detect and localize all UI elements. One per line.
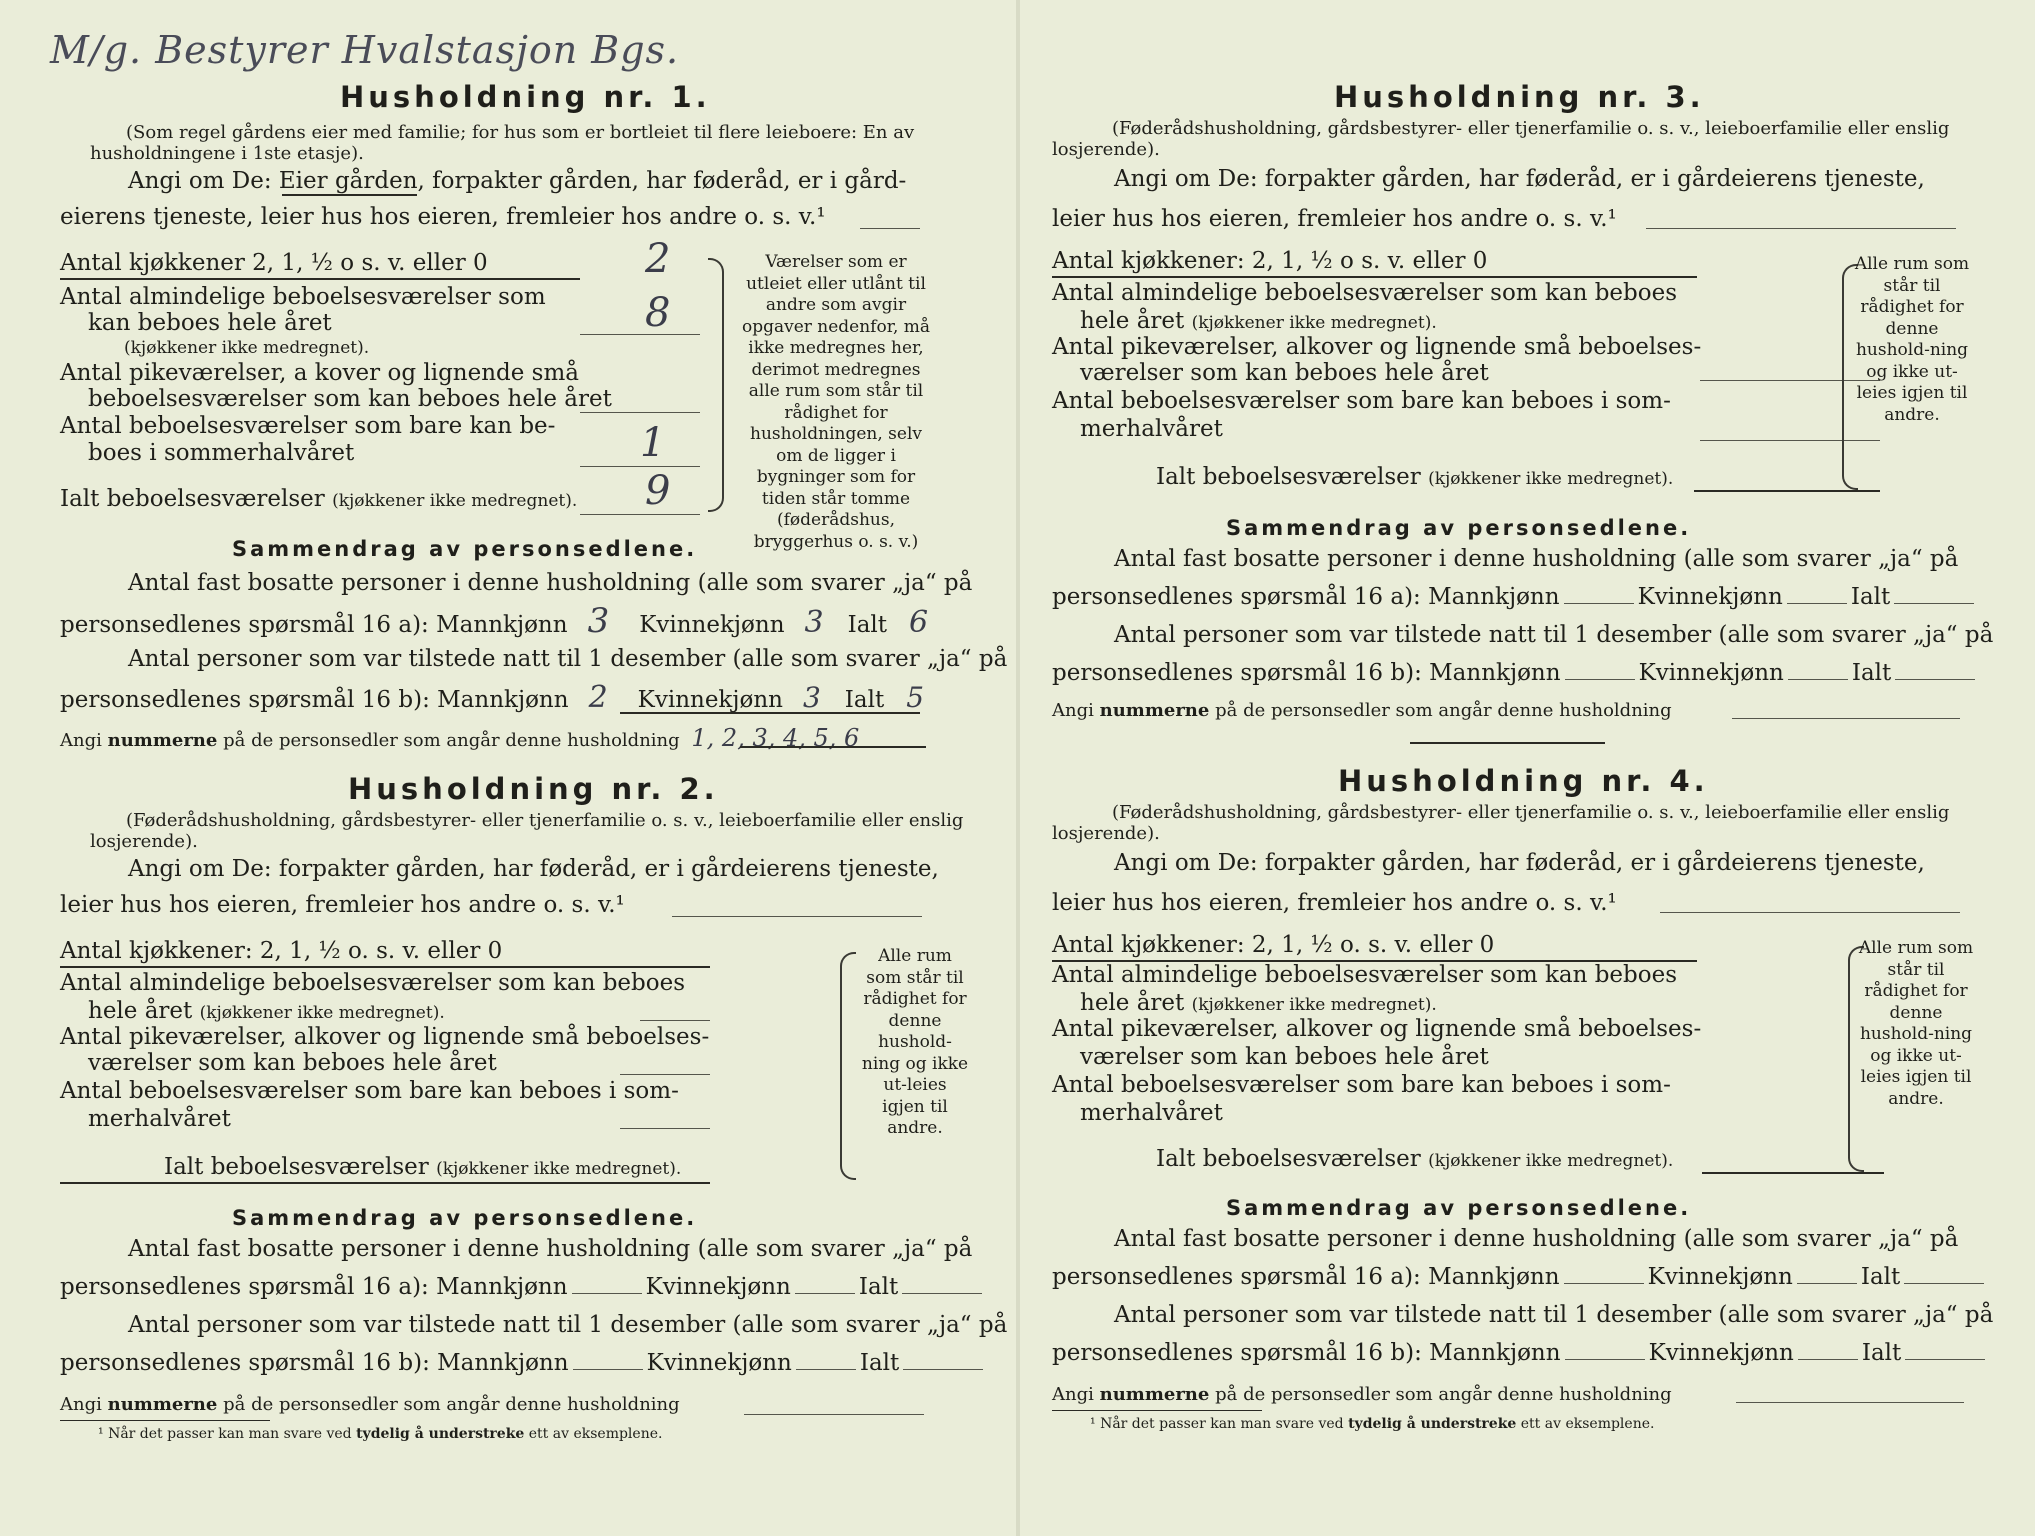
h2-side-note: Alle rum som står til rådighet for denne hushold-ning og ikke ut-leies igjen til andre. [861,946,969,1138]
handwritten-header: M/g. Bestyrer Hvalstasjon Bgs. [50,28,680,72]
h1-eier-underline [282,194,417,196]
h4-nummer-line-blank [1736,1402,1964,1403]
h2-pike-label1: Antal pikeværelser, alkover og lignende små beboelses- [60,1024,710,1050]
h1-alm-label1: Antal almindelige beboelsesværelser som [60,284,546,310]
h3-somm-label1: Antal beboelsesværelser som bare kan beboes i som- [1052,388,1671,414]
h3-sum-line3: Antal personer som var tilstede natt til 1 desember (alle som svarer „ja“ på [1114,622,1994,648]
h1-pike-label1: Antal pikeværelser, a kover og lignende små [60,360,579,386]
h1-alm-line [580,334,700,335]
h4-note: (Føderådshusholdning, gårdsbestyrer- eller tjenerfamilie o. s. v., leieboerfamilie eller enslig losjerende). [1052,802,1950,844]
h4-sum-line1: Antal fast bosatte personer i denne husholdning (alle som svarer „ja“ på [1114,1226,1959,1252]
h1-side-note: Værelser som er utleiet eller utlånt til andre som avgir opgaver nedenfor, må ikke medregnes her, derimot medregnes alle rum som står til rådighet for husholdningen, selv om de ligger i bygninger som for tiden står tomme (føderådshus, bryggerhus o. s. v.) [741,252,931,552]
h4-summary-title: Sammendrag av personsedlene. [1226,1196,1692,1220]
h2-summary-title: Sammendrag av personsedlene. [232,1206,698,1230]
h1-alm-label3: (kjøkkener ikke medregnet). [124,338,370,358]
h4-ialt-label: Ialt beboelsesværelser (kjøkkener ikke medregnet). [1156,1146,1674,1172]
h3-side-note: Alle rum som står til rådighet for denne hushold-ning og ikke ut-leies igjen til andre. [1854,254,1970,425]
h2-alm-line [640,1020,710,1021]
h3-sum-line4: personsedlenes spørsmål 16 b): Mannkjønn Kvinnekjønn Ialt [1052,660,1975,687]
h2-nummer-line-blank [744,1414,924,1415]
h2-sum-line2: personsedlenes spørsmål 16 a): Mannkjønn Kvinnekjønn Ialt [60,1274,982,1301]
h4-footnote-rule [1052,1410,1262,1411]
h3-somm-label2: merhalvåret [1080,416,1223,442]
h4-pike-label1: Antal pikeværelser, alkover og lignende små beboelses- [1052,1016,1702,1042]
h1-angi-line1: Angi om De: Eier gården, forpakter gården, har føderåd, er i gård- [128,168,907,194]
page-fold [1016,0,1020,1536]
h3-ialt-label: Ialt beboelsesværelser (kjøkkener ikke medregnet). [1156,464,1674,490]
h2-somm-line [620,1128,710,1129]
h2-angi-line2: leier hus hos eieren, fremleier hos andre o. s. v.¹ [60,892,625,918]
h4-side-note: Alle rum som står til rådighet for denne hushold-ning og ikke ut-leies igjen til andre. [1858,938,1974,1109]
h3-kjokken-label: Antal kjøkkener: 2, 1, ½ o s. v. eller 0 [1052,248,1488,274]
h4-angi-line2: leier hus hos eieren, fremleier hos andre o. s. v.¹ [1052,890,1617,916]
h2-note: (Føderådshusholdning, gårdsbestyrer- eller tjenerfamilie o. s. v., leieboerfamilie eller enslig losjerende). [90,810,964,852]
h4-pike-label2: værelser som kan beboes hele året [1080,1044,1489,1070]
h4-sum-line2: personsedlenes spørsmål 16 a): Mannkjønn Kvinnekjønn Ialt [1052,1264,1984,1291]
h3-sum-line2: personsedlenes spørsmål 16 a): Mannkjønn Kvinnekjønn Ialt [1052,584,1974,611]
h1-kjokken-label: Antal kjøkkener 2, 1, ½ o s. v. eller 0 [60,250,488,276]
h1-somm-label1: Antal beboelsesværelser som bare kan be- [60,413,556,439]
h3-nummer-line-blank [1732,718,1960,719]
h3-angi-line2: leier hus hos eieren, fremleier hos andre o. s. v.¹ [1052,206,1617,232]
h4-footnote: ¹ Når det passer kan man svare ved tydelig å understreke ett av eksemplene. [1090,1416,1655,1432]
h4-kjokken-label: Antal kjøkkener: 2, 1, ½ o. s. v. eller 0 [1052,932,1495,958]
h4-angi-line1: Angi om De: forpakter gården, har føderåd, er i gårdeierens tjeneste, [1114,850,1925,876]
h2-somm-label1: Antal beboelsesværelser som bare kan beboes i som- [60,1078,679,1104]
h1-kjokken-value: 2 [645,236,671,282]
h1-ialt-label: Ialt beboelsesværelser (kjøkkener ikke medregnet). [60,486,578,512]
h1-kjokken-underline [60,278,580,280]
h1-somm-label2: boes i sommerhalvåret [88,440,355,466]
h2-ialt-label: Ialt beboelsesværelser (kjøkkener ikke medregnet). [164,1154,682,1180]
h2-somm-label2: merhalvåret [88,1106,231,1132]
h2-sum-line1: Antal fast bosatte personer i denne husholdning (alle som svarer „ja“ på [128,1236,973,1262]
h3-alm-label2: hele året (kjøkkener ikke medregnet). [1080,308,1437,334]
h3-h4-separator [1410,742,1605,744]
h2-title: Husholdning nr. 2. [348,772,719,806]
left-column [50,0,1008,1536]
h3-angi-line1: Angi om De: forpakter gården, har føderåd, er i gårdeierens tjeneste, [1114,166,1925,192]
h1-pike-label2: beboelsesværelser som kan beboes hele året [88,386,612,412]
right-column [1052,0,1992,1536]
h3-alm-label1: Antal almindelige beboelsesværelser som kan beboes [1052,280,1678,306]
h4-sum-line4: personsedlenes spørsmål 16 b): Mannkjønn Kvinnekjønn Ialt [1052,1340,1985,1367]
h1-title: Husholdning nr. 1. [340,80,711,114]
h3-title: Husholdning nr. 3. [1334,80,1705,114]
h2-sum-line4: personsedlenes spørsmål 16 b): Mannkjønn Kvinnekjønn Ialt [60,1350,983,1377]
h2-angi-answer-line [672,916,922,917]
h1-angi-line2: eierens tjeneste, leier hus hos eieren, fremleier hos andre o. s. v.¹ [60,204,826,230]
h4-alm-label1: Antal almindelige beboelsesværelser som kan beboes [1052,962,1678,988]
h1-angi-answer-line [860,228,920,229]
h1-sum-underline [620,712,920,714]
h3-sum-line1: Antal fast bosatte personer i denne husholdning (alle som svarer „ja“ på [1114,546,1959,572]
h2-footnote-rule [60,1420,270,1421]
h4-sum-line3: Antal personer som var tilstede natt til 1 desember (alle som svarer „ja“ på [1114,1302,1994,1328]
h4-somm-label2: merhalvåret [1080,1100,1223,1126]
h1-pike-line [580,412,700,413]
h1-sum-line2: personsedlenes spørsmål 16 a): Mannkjønn 3 Kvinnekjønn 3 Ialt 6 [60,601,929,641]
h2-footnote: ¹ Når det passer kan man svare ved tydelig å understreke ett av eksemplene. [98,1426,663,1442]
h2-pike-line [620,1074,710,1075]
h2-ialt-underline [60,1182,710,1184]
h4-somm-label1: Antal beboelsesværelser som bare kan beboes i som- [1052,1072,1671,1098]
h1-nummer-line: Angi nummerne på de personsedler som angår denne husholdning 1, 2, 3, 4, 5, 6 [60,724,860,752]
h1-somm-line [580,466,700,467]
h3-pike-label2: værelser som kan beboes hele året [1080,360,1489,386]
h2-sum-line3: Antal personer som var tilstede natt til 1 desember (alle som svarer „ja“ på [128,1312,1008,1338]
h4-alm-label2: hele året (kjøkkener ikke medregnet). [1080,990,1437,1016]
h3-pike-label1: Antal pikeværelser, alkover og lignende små beboelses- [1052,334,1702,360]
h1-sum-line1: Antal fast bosatte personer i denne husholdning (alle som svarer „ja“ på [128,570,973,596]
h1-alm-label2: kan beboes hele året [88,310,332,336]
h1-sum-line4: personsedlenes spørsmål 16 b): Mannkjønn 2 Kvinnekjønn 3 Ialt 5 [60,680,925,715]
h1-brace [708,258,724,512]
h1-ialt-value: 9 [645,468,671,514]
h1-sum-line3: Antal personer som var tilstede natt til 1 desember (alle som svarer „ja“ på [128,646,1008,672]
h3-summary-title: Sammendrag av personsedlene. [1226,516,1692,540]
h3-ialt-underline [1694,490,1880,492]
h2-nummer-line: Angi nummerne på de personsedler som angår denne husholdning [60,1394,680,1415]
h3-note: (Føderådshusholdning, gårdsbestyrer- eller tjenerfamilie o. s. v., leieboerfamilie eller enslig losjerende). [1052,118,1950,160]
h1-note: (Som regel gårdens eier med familie; for hus som er bortleiet til flere leieboere: En av husholdningene i 1ste etasje). [90,122,915,164]
h2-brace [840,952,856,1180]
h1-summary-title: Sammendrag av personsedlene. [232,537,698,561]
h1-nummer-underline [740,746,926,748]
h4-ialt-underline [1702,1172,1884,1174]
h1-somm-value: 1 [640,420,666,466]
h2-alm-label2: hele året (kjøkkener ikke medregnet). [88,998,445,1024]
h2-kjokken-underline [60,966,710,968]
h3-kjokken-underline [1052,276,1697,278]
h2-kjokken-label: Antal kjøkkener: 2, 1, ½ o. s. v. eller 0 [60,938,503,964]
h4-nummer-line: Angi nummerne på de personsedler som angår denne husholdning [1052,1384,1672,1405]
h1-alm-value: 8 [645,290,671,336]
h3-angi-answer-line [1646,228,1956,229]
h4-angi-answer-line [1660,912,1960,913]
h2-alm-label1: Antal almindelige beboelsesværelser som kan beboes [60,970,686,996]
h1-ialt-line [580,514,700,515]
h4-title: Husholdning nr. 4. [1338,764,1709,798]
h2-pike-label2: værelser som kan beboes hele året [88,1050,497,1076]
h2-angi-line1: Angi om De: forpakter gården, har føderåd, er i gårdeierens tjeneste, [128,856,939,882]
h3-nummer-line: Angi nummerne på de personsedler som angår denne husholdning [1052,700,1672,721]
